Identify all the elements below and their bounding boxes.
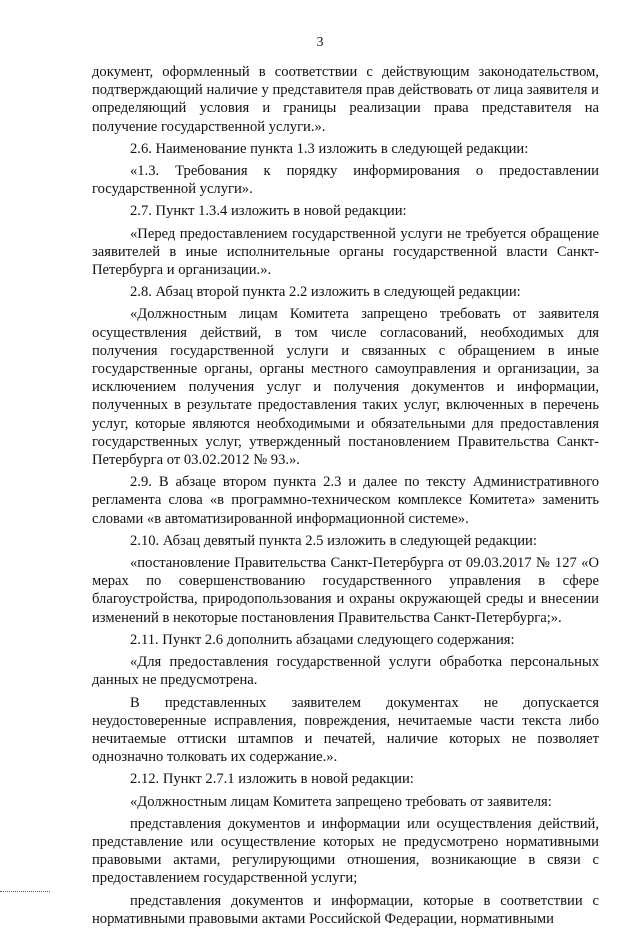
page-number: 3 (316, 35, 324, 50)
document-body (92, 63, 599, 932)
paragraph: «Должностным лицам Комитета запрещено требовать от заявителя осуществления действий, в том числе согласований, необходимых для получения государственной услуги и связанных с обращением в иные государственные органы, органы местного самоуправления и организации, за исключением получения услуг и получения документов и информации, полученных в результате предоставления таких услуг, включенных в перечень услуг, которые являются необходимыми и обязательными для предоставления государственных услуг, утвержденный постановлением Правительства Санкт-Петербурга от 03.02.2012 № 93.». (92, 306, 599, 469)
paragraph: представления документов и информации или осуществления действий, представление или осуществление которых не предусмотрено нормативными правовыми актами, регулирующими отношения, возникающие в связи с предоставлением государственной услуги; (92, 815, 599, 887)
paragraph: В представленных заявителем документах не допускается неудостоверенные исправления, повреждения, нечитаемые части текста либо нечитаемые оттиски штампов и печатей, наличие которых не позволяет однозначно толковать их содержание.». (92, 694, 599, 766)
paragraph: 2.8. Абзац второй пункта 2.2 изложить в следующей редакции: (130, 284, 521, 301)
paragraph: 2.12. Пункт 2.7.1 изложить в новой редакции: (130, 771, 414, 788)
paragraph: 2.11. Пункт 2.6 дополнить абзацами следующего содержания: (130, 631, 515, 648)
paragraph: «1.3. Требования к порядку информирования о предоставлении государственной услуги». (92, 163, 599, 198)
paragraph: 2.7. Пункт 1.3.4 изложить в новой редакции: (130, 203, 407, 220)
paragraph: документ, оформленный в соответствии с действующим законодательством, подтверждающий наличие у представителя прав действовать от лица заявителя и определяющий условия и границы реализации права представителя на получение государственной услуги.». (92, 64, 599, 135)
paragraph: 2.9. В абзаце втором пункта 2.3 и далее по тексту Административного регламента слова «в программно-техническом комплексе Комитета» заменить словами «в автоматизированной информационной системе». (92, 474, 599, 527)
paragraph: представления документов и информации, которые в соответствии с нормативными правовыми актами Российской Федерации, нормативными (92, 892, 599, 927)
paragraph: «Для предоставления государственной услуги обработка персональных данных не предусмотрена. (92, 654, 599, 689)
paragraph: «постановление Правительства Санкт-Петербурга от 09.03.2017 № 127 «О мерах по совершенствованию государственного управления в сфере благоустройства, природопользования и охраны окружающей среды и внесении изменений в некоторые постановления Правительства Санкт-Петербурга;». (92, 555, 599, 626)
footer-rule (0, 891, 50, 892)
paragraph: «Должностным лицам Комитета запрещено требовать от заявителя: (130, 793, 552, 810)
paragraph: 2.10. Абзац девятый пункта 2.5 изложить в следующей редакции: (130, 532, 537, 549)
paragraph: «Перед предоставлением государственной услуги не требуется обращение заявителей в иные исполнительные органы государственной власти Санкт-Петербурга и организации.». (92, 225, 599, 279)
paragraph: 2.6. Наименование пункта 1.3 изложить в следующей редакции: (130, 140, 529, 157)
